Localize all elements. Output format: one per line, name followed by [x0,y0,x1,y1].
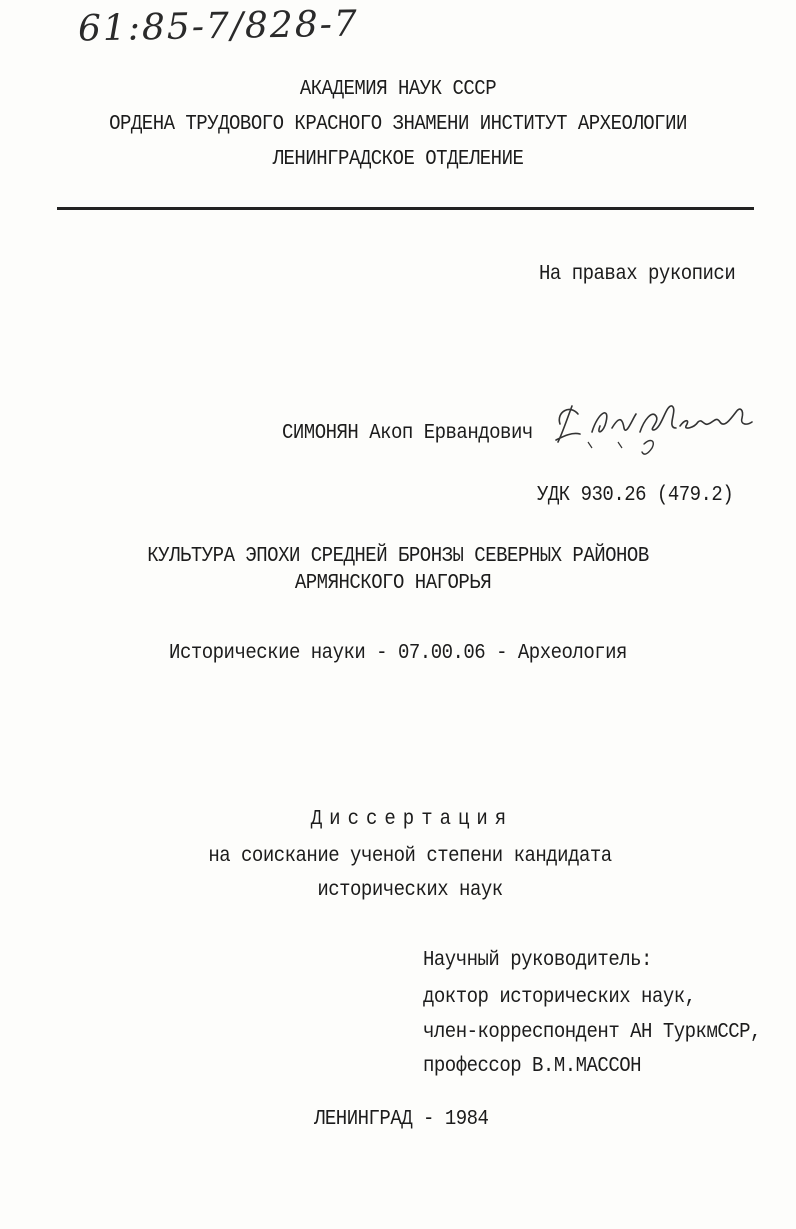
header-academy: АКАДЕМИЯ НАУК СССР [299,76,497,101]
author-signature [548,392,758,462]
archive-number-handwritten: 61:85-7/828-7 [77,3,360,50]
header-branch: ЛЕНИНГРАДСКОЕ ОТДЕЛЕНИЕ [272,146,524,171]
dissertation-label: Диссертация [310,806,514,831]
dissertation-title-line1: КУЛЬТУРА ЭПОХИ СРЕДНЕЙ БРОНЗЫ СЕВЕРНЫХ РАЙОНОВ [147,543,649,568]
udc-code: УДК 930.26 (479.2) [537,482,734,507]
degree-field: исторических наук [317,877,503,902]
supervisor-heading: Научный руководитель: [423,947,652,972]
specialty-code: Исторические науки - 07.00.06 - Археология [169,640,627,665]
rights-note: На правах рукописи [539,261,736,286]
dissertation-title-line2: АРМЯНСКОГО НАГОРЬЯ [294,570,492,595]
supervisor-degree: доктор исторических наук, [423,984,696,1009]
author-name: СИМОНЯН Акоп Ервандович [282,420,533,445]
supervisor-name: профессор В.М.МАССОН [423,1053,642,1078]
supervisor-membership: член-корреспондент АН ТуркмССР, [423,1019,761,1044]
header-divider [57,207,754,210]
header-institute: ОРДЕНА ТРУДОВОГО КРАСНОГО ЗНАМЕНИ ИНСТИТУТ АРХЕОЛОГИИ [109,111,687,136]
degree-purpose: на соискание ученой степени кандидата [208,843,612,868]
place-and-year: ЛЕНИНГРАД - 1984 [314,1106,489,1131]
